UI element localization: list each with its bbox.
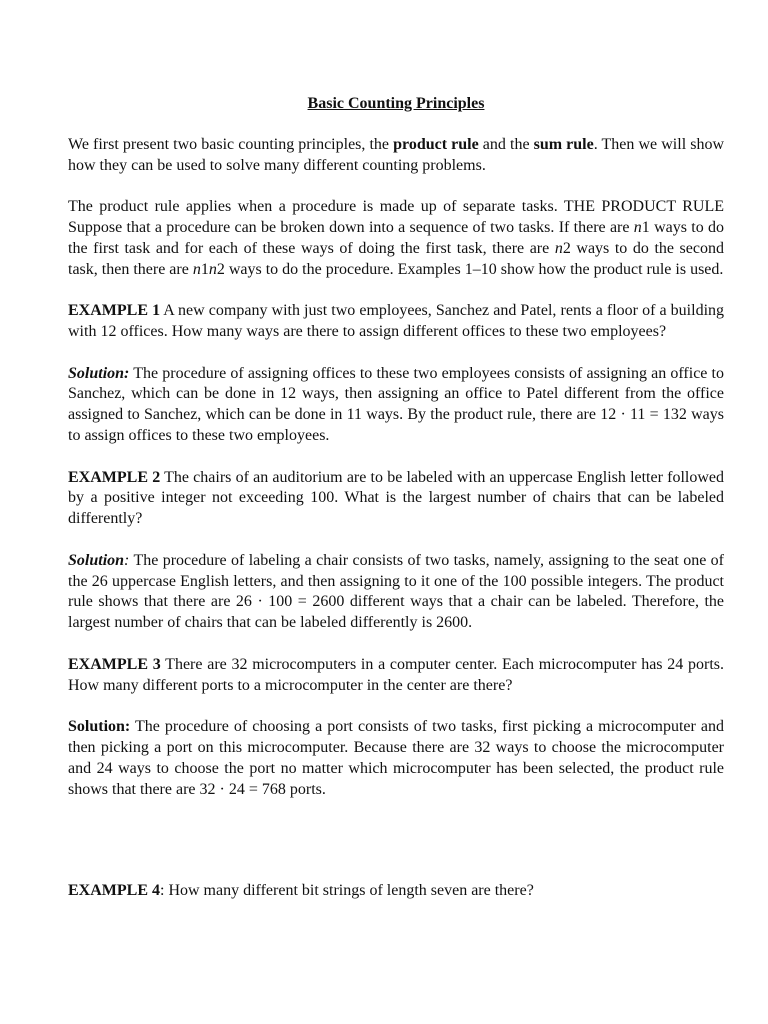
page-title: Basic Counting Principles — [307, 95, 485, 112]
variable-n: n — [554, 239, 563, 257]
solution-text: The procedure of assigning offices to these two employees consists of assigning an office to Sanchez, which can be done in 12 ways, then assigning an office to Patel different from the office assigned to Sanchez, which can be done in 11 ways. By the product rule, there are 12 · 11 = 132 ways to assign offices to these two employees. — [68, 364, 724, 444]
example-2-question — [68, 468, 724, 530]
example-3-question — [68, 655, 724, 697]
solution-label: Solution — [68, 551, 125, 569]
example-3-text: There are 32 microcomputers in a computer center. Each microcomputer has 24 ports. How many different ports to a microcomputer in the center are there? — [68, 655, 724, 694]
intro-text: We first present two basic counting principles, the — [68, 135, 394, 153]
variable-n: n — [633, 218, 642, 236]
document-page — [68, 94, 724, 923]
product-rule-text: 2 ways to do the procedure. Examples 1–10 show how the product rule is used. — [216, 260, 724, 278]
intro-text: . Then we will show how they can be used to solve many different counting problems. — [68, 135, 725, 174]
sum-rule-term: sum rule — [533, 135, 594, 153]
product-rule-text: 1 ways to do the first task and for each of these ways of doing the first task, there are — [68, 218, 725, 257]
solution-colon: : — [124, 551, 130, 569]
example-4-text: : How many different bit strings of length seven are there? — [160, 882, 534, 900]
example-1-text: A new company with just two employees, Sanchez and Patel, rents a floor of a building with 12 offices. How many ways are there to assign different offices to these two employees? — [68, 302, 725, 340]
example-4-question — [68, 881, 724, 902]
product-rule-text: The product rule applies when a procedure is made up of separate tasks. THE PRODUCT RULE Suppose that a procedure can be broken down into a sequence of two tasks. If there are — [68, 198, 724, 236]
example-4-label: EXAMPLE 4 — [68, 882, 160, 900]
spacer — [68, 821, 724, 881]
example-1-label: EXAMPLE 1 — [68, 302, 161, 320]
example-1-solution — [68, 364, 724, 447]
product-rule-text: 1 — [200, 260, 209, 278]
solution-label: Solution: — [68, 364, 130, 382]
product-rule-term: product rule — [393, 135, 479, 153]
product-rule-paragraph — [68, 197, 724, 280]
intro-text: and the — [478, 135, 534, 153]
intro-paragraph — [68, 135, 724, 177]
example-3-label: EXAMPLE 3 — [68, 655, 161, 673]
variable-n: n — [192, 260, 201, 278]
example-3-solution — [68, 717, 724, 800]
solution-label: Solution: — [68, 718, 131, 736]
solution-text: The procedure of choosing a port consists of two tasks, first picking a microcomputer and then picking a port on this microcomputer. Because there are 32 ways to choose the microcomputer and 24 ways to choose the port no matter which microcomputer has been selected, the product rule shows that there are 32 · 24 = 768 ports. — [68, 718, 724, 798]
example-2-label: EXAMPLE 2 — [68, 468, 161, 486]
solution-text: The procedure of labeling a chair consists of two tasks, namely, assigning to the seat one of the 26 uppercase English letters, and then assigning to it one of the 100 possible integers. The product rule shows that there are 26 · 100 = 2600 different ways that a chair can be labeled. Therefore, the largest number of chairs that can be labeled differently is 2600. — [68, 551, 724, 632]
example-2-text: The chairs of an auditorium are to be labeled with an uppercase English letter followed by a positive integer not exceeding 100. What is the largest number of chairs that can be labeled differently? — [68, 468, 725, 528]
variable-n: n — [208, 260, 217, 278]
example-2-solution — [68, 551, 724, 634]
example-1-question — [68, 301, 724, 343]
product-rule-text: 2 ways to do the second task, then there are — [68, 239, 724, 278]
